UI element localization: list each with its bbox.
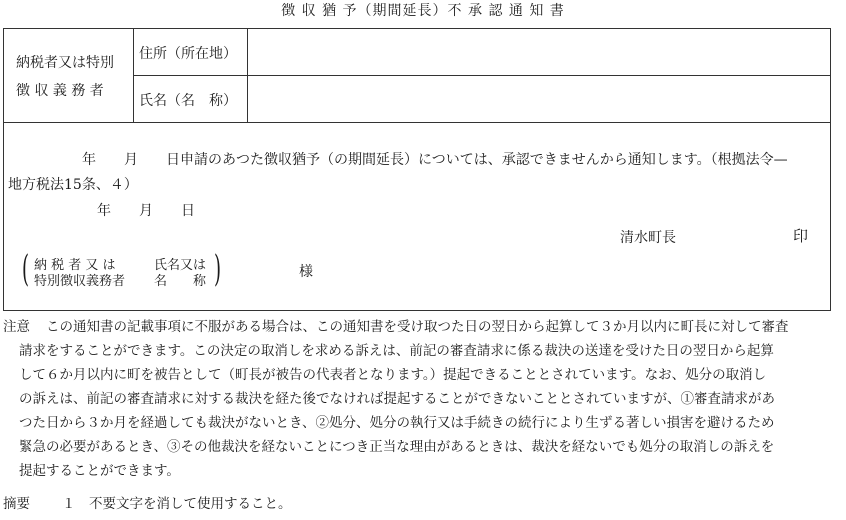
recipient-type-bottom: 特別徴収義務者	[34, 274, 126, 289]
address-name-divider	[133, 75, 830, 76]
recipient-name-label-bottom: 名 称	[154, 274, 207, 289]
left-paren: (	[22, 249, 30, 290]
recipient-type-top: 納 税 者 又 は	[34, 258, 116, 273]
address-label: 住所（所在地）	[139, 46, 237, 62]
note-line: 請求をすることができます。この決定の取消しを求める訴えは、前記の審査請求に係る裁決の送達を受けた日の翌日から起算	[19, 343, 774, 359]
note-line: つた日から３か月を経過しても裁決がないとき、②処分、処分の執行又は手続きの続行により生ずる著しい損害を避けるため	[19, 415, 775, 431]
field-column-divider	[247, 29, 248, 122]
note-line: の訴えは、前記の審査請求に対する裁決を経た後でなければ提起することができないこととされていますが、①審査請求があ	[19, 391, 775, 407]
note-label: 注意	[3, 319, 30, 335]
remarks-item: １ 不要文字を消して使用すること。	[62, 496, 292, 512]
document-title: 徴 収 猶 予（期間延長）不 承 認 通 知 書	[281, 3, 565, 19]
address-field[interactable]	[250, 31, 827, 73]
note-line: この通知書の記載事項に不服がある場合は、この通知書を受け取つた日の翌日から起算して３か月以内に町長に対して審査	[46, 319, 789, 335]
note-line: して６か月以内に町を被告として（町長が被告の代表者となります。）提起できることとされています。なお、処分の取消し	[19, 367, 767, 383]
issuer-name: 清水町長	[620, 230, 676, 246]
issue-date: 年 月 日	[97, 203, 195, 219]
note-line: 提起することができます。	[19, 463, 180, 479]
taxpayer-label-line2: 徴 収 義 務 者	[16, 83, 104, 99]
taxpayer-label-line1: 納税者又は特別	[16, 55, 114, 71]
name-field[interactable]	[250, 78, 827, 120]
name-label: 氏名（名 称）	[139, 93, 237, 109]
recipient-name-label-top: 氏名又は	[154, 258, 207, 273]
honorific: 様	[299, 264, 313, 280]
remarks-label: 摘要	[3, 496, 30, 512]
seal-mark: 印	[793, 227, 809, 245]
header-bottom-divider	[3, 122, 831, 123]
notice-text-line2: 地方税法15条、４）	[8, 177, 138, 193]
label-column-divider	[133, 29, 134, 122]
right-paren: )	[214, 249, 222, 290]
note-line: 緊急の必要があるとき、③その他裁決を経ないことにつき正当な理由があるときは、裁決を経ないでも処分の取消しの訴えを	[19, 439, 775, 455]
notice-text-line1: 年 月 日申請のあつた徴収猶予（の期間延長）については、承認できませんから通知します。（根拠法令—	[82, 152, 788, 168]
